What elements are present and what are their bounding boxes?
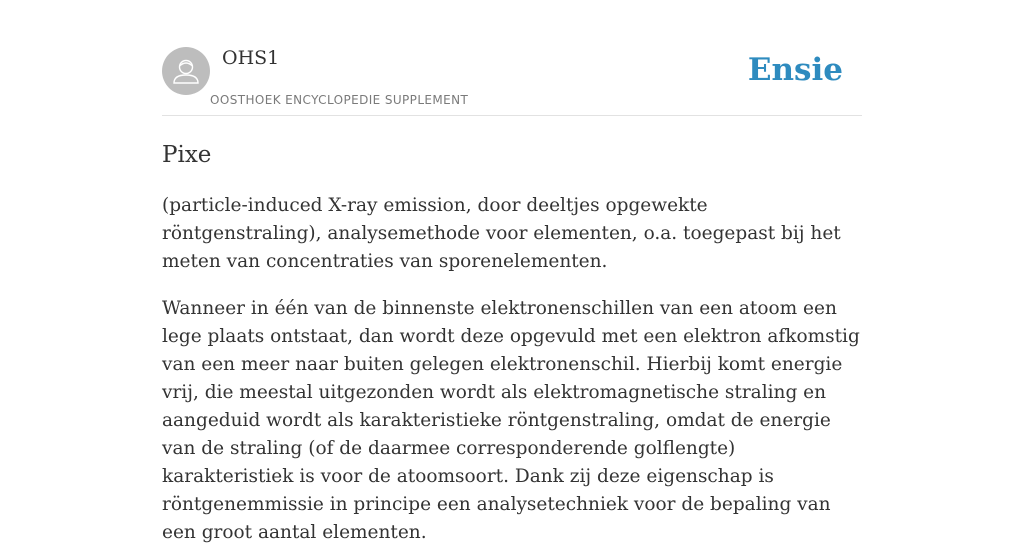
avatar[interactable] — [162, 47, 210, 95]
source-subtitle: OOSTHOEK ENCYCLOPEDIE SUPPLEMENT — [210, 93, 469, 107]
header — [162, 46, 862, 116]
user-name[interactable]: OHS1 — [222, 47, 280, 69]
user-avatar-icon — [162, 47, 210, 95]
article-paragraph: Wanneer in één van de binnenste elektronenschillen van een atoom een lege plaats ontstaat, dan wordt deze opgevuld met een elektron afkomstig van een meer naar buiten gelegen elektronenschil. Hierbij komt energie vrij, die meestal uitgezonden wordt als elektromagnetische straling en aangeduid wordt als karakteristieke röntgenstraling, omdat de energie van de straling (of de daarmee corresponderende golflengte) karakteristiek is voor de atoomsoort. Dank zij deze eigenschap is röntgenemmissie in principe een analysetechniek voor de bepaling van een groot aantal elementen. — [162, 298, 860, 543]
article — [162, 138, 866, 547]
brand-logo-link[interactable]: Ensie — [747, 52, 843, 88]
article-paragraph: (particle-induced X-ray emission, door deeltjes opgewekte röntgenstraling), analysemethode voor elementen, o.a. toegepast bij het meten van concentraties van sporenelementen. — [162, 195, 841, 272]
article-title: Pixe — [162, 142, 212, 168]
